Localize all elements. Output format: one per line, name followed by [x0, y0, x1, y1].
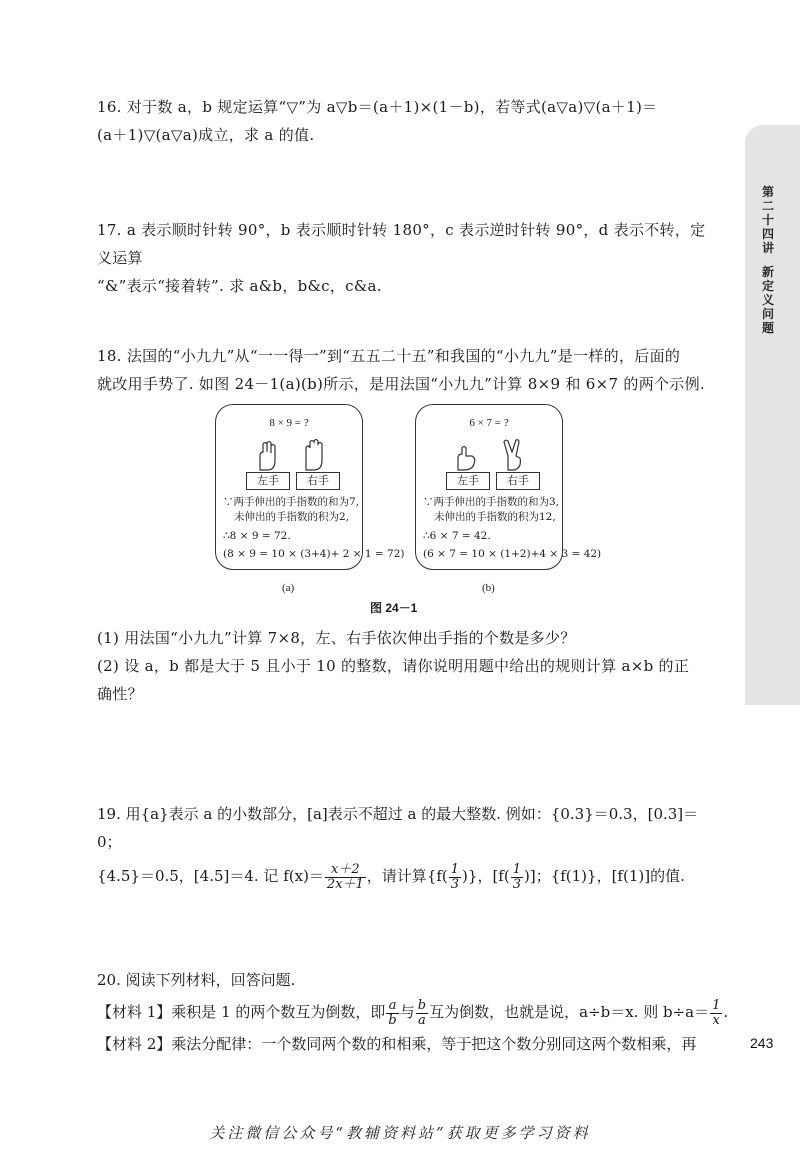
q17-line2: “&”表示“接着转”. 求 a&b，b&c，c&a. — [97, 277, 382, 295]
q20-m1-end: . — [723, 1003, 729, 1021]
panel-b-text1: ∵两手伸出的手指数的和为3, — [423, 496, 560, 508]
fraction-one-third — [511, 863, 523, 892]
q18-line1: 18. 法国的“小九九”从“一一得一”到“五五二十五”和我国的“小九九”是一样的，后面的 — [97, 347, 681, 365]
fraction-denominator: 3 — [512, 876, 521, 892]
q16-line2: (a＋1)▽(a▽a)成立，求 a 的值. — [97, 126, 315, 144]
panel-a-text3: ∴8 × 9 = 72. — [223, 530, 291, 542]
panel-b-text2: 未伸出的手指数的积为12, — [434, 511, 556, 523]
panel-a-right-hand-label: 右手 — [296, 472, 340, 490]
panel-a-text2: 未伸出的手指数的积为2, — [234, 511, 350, 523]
question-18 — [97, 342, 707, 398]
panel-b-equation: 6 × 7 = ? — [469, 417, 509, 429]
hands-icon — [246, 438, 336, 472]
q20-m1-b: 与 — [399, 1003, 415, 1021]
panel-a-equation: 8 × 9 = ? — [269, 417, 309, 429]
chapter-side-tab — [745, 125, 800, 705]
q18-line2: 就改用手势了. 如图 24－1(a)(b)所示，是用法国“小九九”计算 8×9 和 6×7 的两个示例. — [97, 375, 705, 393]
fraction-numerator: a — [386, 999, 398, 1014]
panel-a-left-hand-label: 左手 — [246, 472, 290, 490]
figure-title: 图 24－1 — [370, 601, 418, 615]
fraction-numerator: b — [417, 997, 427, 1013]
fraction-denominator: b — [388, 1012, 397, 1028]
fraction-denominator: x — [712, 1012, 720, 1028]
fraction-numerator: 1 — [712, 997, 721, 1013]
q19-line2 — [97, 862, 717, 892]
fraction-fx-numerator: x＋2 — [325, 863, 366, 878]
fraction-numerator: 1 — [450, 861, 460, 877]
fraction-fx-denominator: 2x＋1 — [326, 876, 364, 892]
fraction-numerator: 1 — [512, 861, 521, 877]
fraction-one-third — [449, 863, 461, 892]
q18-sub2a: (2) 设 a，b 都是大于 5 且小于 10 的整数，请你说明用题中给出的规则计算 a×b 的正 — [97, 657, 690, 675]
q19-line1: 19. 用{a}表示 a 的小数部分，[a]表示不超过 a 的最大整数. 例如：{0.3}＝0.3，[0.3]＝0； — [97, 805, 699, 851]
fraction-denominator: a — [418, 1012, 426, 1028]
panel-b-right-hand-label: 右手 — [496, 472, 540, 490]
side-tab-topic: 新定义问题 — [761, 265, 774, 335]
q20-m1-a: 【材料 1】乘积是 1 的两个数互为倒数，即 — [97, 1003, 386, 1021]
question-17 — [97, 216, 707, 300]
q20-material1 — [97, 997, 729, 1028]
question-16 — [97, 93, 707, 149]
q18-sub1: (1) 用法国“小九九”计算 7×8，左、右手依次伸出手指的个数是多少？ — [97, 629, 576, 647]
q19-l2-b: ，请计算 — [366, 867, 427, 885]
panel-a-caption: (a) — [282, 582, 295, 594]
question-18-subparts — [97, 624, 707, 708]
fraction-denominator: 3 — [450, 876, 460, 892]
panel-a-text4: (8 × 9 = 10 × (3+4)+ 2 × 1 = 72) — [223, 548, 405, 560]
panel-b-text4: (6 × 7 = 10 × (1+2)+4 × 3 = 42) — [423, 548, 602, 560]
q20-material2: 【材料 2】乘法分配律：一个数同两个数的和相乘，等于把这个数分别同这两个数相乘，再 — [97, 1034, 697, 1053]
question-19 — [97, 800, 717, 892]
fraction-a-over-b — [386, 999, 398, 1028]
q18-sub2b: 确性？ — [97, 685, 143, 703]
q19-f-close: )}，[f( — [462, 867, 510, 885]
figure-panel-a — [215, 404, 405, 570]
figure-panel-b — [415, 404, 602, 570]
q20-m1-c: 互为倒数，也就是说，a÷b＝x. 则 b÷a＝ — [429, 1003, 710, 1021]
side-tab-lecture: 第二十四讲 — [761, 185, 774, 255]
panel-a-text1: ∵两手伸出的手指数的和为7, — [223, 496, 360, 508]
question-20 — [97, 966, 729, 1058]
hands-icon — [446, 438, 536, 472]
fraction-b-over-a — [416, 999, 428, 1028]
q16-line1: 16. 对于数 a，b 规定运算“▽”为 a▽b＝(a＋1)×(1－b)，若等式(a▽a)▽(a＋1)＝ — [97, 98, 658, 116]
fraction-fx — [325, 863, 366, 892]
panel-b-left-hand-label: 左手 — [446, 472, 490, 490]
panel-b-text3: ∴6 × 7 = 42. — [423, 530, 491, 542]
fraction-one-over-x — [710, 999, 722, 1028]
q17-line1: 17. a 表示顺时针转 90°，b 表示顺时针转 180°，c 表示逆时针转 90°，d 表示不转，定义运算 — [97, 221, 706, 267]
footer-watermark: 关注微信公众号“教辅资料站”获取更多学习资料 — [209, 1124, 591, 1142]
q19-l2-a: {4.5}＝0.5，[4.5]＝4. 记 f(x)＝ — [97, 867, 324, 885]
page-number: 243 — [750, 1035, 774, 1051]
q19-l2-c: )]；{f(1)}，[f(1)]的值. — [523, 867, 685, 885]
q19-f-open: {f( — [426, 867, 448, 885]
q20-line1: 20. 阅读下列材料，回答问题. — [97, 971, 296, 989]
panel-b-caption: (b) — [482, 582, 495, 594]
